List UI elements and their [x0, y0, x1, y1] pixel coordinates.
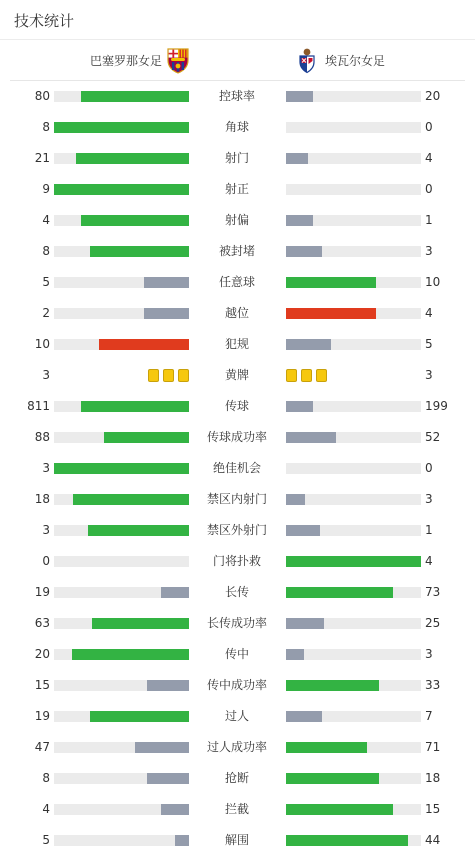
away-stat-bar	[286, 246, 322, 257]
away-stat-bar	[286, 649, 304, 660]
away-stat-bar-track	[286, 835, 421, 846]
away-stat-bar	[286, 494, 305, 505]
home-stat-bar-track	[54, 401, 189, 412]
away-stat-bar	[286, 556, 421, 567]
home-stat-value: 3	[42, 523, 50, 537]
stat-label: 黄牌	[224, 368, 249, 382]
home-stat-value: 0	[42, 554, 50, 568]
home-stat-value: 80	[34, 89, 50, 103]
stat-row	[0, 670, 475, 701]
yellow-card-icon	[286, 369, 297, 382]
stat-row	[0, 515, 475, 546]
home-stat-value: 2	[42, 306, 50, 320]
away-stat-bar-track	[286, 215, 421, 226]
stats-header	[0, 0, 475, 40]
away-stat-value: 15	[425, 802, 441, 816]
home-stat-bar	[72, 649, 189, 660]
away-stat-bar-track	[286, 463, 421, 474]
home-stat-value: 20	[34, 647, 50, 661]
home-stat-bar	[90, 711, 189, 722]
home-stat-value: 15	[34, 678, 50, 692]
away-stat-value: 52	[425, 430, 441, 444]
yellow-card-icon	[148, 369, 159, 382]
stat-label: 控球率	[218, 89, 255, 103]
away-stat-value: 199	[425, 399, 448, 413]
away-stat-bar-track	[286, 649, 421, 660]
home-stat-bar-track	[54, 277, 189, 288]
stat-row	[0, 205, 475, 236]
stat-label: 任意球	[218, 275, 255, 289]
away-stat-bar-track	[286, 122, 421, 133]
stat-row	[0, 639, 475, 670]
away-stat-value: 1	[425, 213, 433, 227]
stat-label: 门将扑救	[212, 554, 261, 568]
stat-row	[0, 701, 475, 732]
page-title: 技术统计	[14, 12, 75, 30]
home-stat-bar	[147, 680, 189, 691]
home-stat-value: 4	[42, 213, 50, 227]
stat-label: 绝佳机会	[212, 461, 261, 475]
stat-row	[0, 236, 475, 267]
away-team-name: 埃瓦尔女足	[325, 54, 386, 68]
home-stat-value: 4	[42, 802, 50, 816]
home-stat-bar-track	[54, 525, 189, 536]
away-stat-value: 1	[425, 523, 433, 537]
away-stat-bar	[286, 215, 313, 226]
away-stat-bar-track	[286, 432, 421, 443]
away-stat-value: 44	[425, 833, 441, 847]
away-stat-bar	[286, 277, 376, 288]
home-stat-value: 3	[42, 368, 50, 382]
home-stat-bar-track	[54, 308, 189, 319]
away-stat-bar	[286, 742, 367, 753]
home-team-name: 巴塞罗那女足	[89, 54, 162, 68]
home-stat-bar-track	[54, 680, 189, 691]
away-team[interactable]	[295, 40, 385, 81]
stat-row	[0, 391, 475, 422]
home-stat-bar	[81, 215, 189, 226]
away-stat-bar-track	[286, 339, 421, 350]
barcelona-crest-icon	[166, 48, 190, 74]
stat-label: 拦截	[224, 802, 249, 816]
stat-label: 犯规	[224, 337, 249, 351]
away-stat-value: 71	[425, 740, 441, 754]
home-stat-value: 8	[42, 120, 50, 134]
home-stat-value: 5	[42, 275, 50, 289]
home-stat-bar-track	[54, 556, 189, 567]
home-stat-bar	[99, 339, 189, 350]
away-stat-bar-track	[286, 556, 421, 567]
away-stat-bar	[286, 308, 376, 319]
home-stat-bar-track	[54, 122, 189, 133]
home-stat-value: 5	[42, 833, 50, 847]
home-stat-value: 19	[34, 585, 50, 599]
away-stat-bar	[286, 525, 320, 536]
stat-label: 射门	[224, 151, 249, 165]
home-stat-value: 88	[34, 430, 50, 444]
home-stat-bar	[135, 742, 189, 753]
away-stat-value: 5	[425, 337, 433, 351]
away-stat-bar-track	[286, 494, 421, 505]
home-stat-bar	[81, 91, 189, 102]
stat-label: 角球	[224, 120, 249, 134]
away-stat-value: 18	[425, 771, 441, 785]
away-stat-bar	[286, 835, 408, 846]
home-stat-value: 47	[34, 740, 50, 754]
away-stat-value: 33	[425, 678, 441, 692]
away-stat-value: 3	[425, 492, 433, 506]
stat-row	[0, 267, 475, 298]
away-stat-bar	[286, 401, 313, 412]
home-team[interactable]	[90, 40, 190, 81]
away-stat-bar-track	[286, 91, 421, 102]
stat-label: 传球	[224, 399, 249, 413]
home-stat-bar-track	[54, 215, 189, 226]
home-stat-bar	[88, 525, 189, 536]
away-stat-value: 73	[425, 585, 441, 599]
home-stat-bar-track	[54, 339, 189, 350]
stats-list	[0, 81, 475, 856]
away-stat-bar	[286, 587, 393, 598]
stat-label: 过人	[224, 709, 249, 723]
away-stat-value: 7	[425, 709, 433, 723]
away-stat-value: 3	[425, 647, 433, 661]
home-stat-bar	[144, 277, 189, 288]
away-stat-bar	[286, 618, 324, 629]
home-stat-bar	[175, 835, 189, 846]
away-stat-value: 3	[425, 368, 433, 382]
home-stat-value: 10	[34, 337, 50, 351]
home-stat-bar-track	[54, 494, 189, 505]
home-stat-bar	[144, 308, 189, 319]
stat-label: 禁区内射门	[206, 492, 267, 506]
stat-row	[0, 112, 475, 143]
home-stat-bar-track	[54, 649, 189, 660]
away-stat-bar-track	[286, 773, 421, 784]
home-stat-value: 19	[34, 709, 50, 723]
away-stat-value: 0	[425, 461, 433, 475]
stat-row	[0, 608, 475, 639]
home-yellow-cards	[148, 369, 189, 382]
away-yellow-cards	[286, 369, 327, 382]
home-stat-bar-track	[54, 835, 189, 846]
away-stat-value: 20	[425, 89, 441, 103]
stat-label: 传球成功率	[206, 430, 267, 444]
stat-row	[0, 453, 475, 484]
home-stat-bar	[54, 184, 189, 195]
away-stat-bar-track	[286, 246, 421, 257]
home-stat-bar-track	[54, 184, 189, 195]
home-stat-bar-track	[54, 587, 189, 598]
away-stat-value: 0	[425, 182, 433, 196]
home-stat-bar	[161, 804, 189, 815]
home-stat-bar-track	[54, 711, 189, 722]
away-stat-value: 4	[425, 554, 433, 568]
home-stat-value: 8	[42, 771, 50, 785]
away-stat-bar-track	[286, 525, 421, 536]
stat-row	[0, 825, 475, 856]
stat-label: 抢断	[224, 771, 249, 785]
home-stat-value: 811	[27, 399, 50, 413]
home-stat-bar-track	[54, 153, 189, 164]
stat-row	[0, 360, 475, 391]
stat-label: 长传成功率	[206, 616, 267, 630]
stat-label: 射正	[224, 182, 249, 196]
stat-row	[0, 298, 475, 329]
eibar-crest-icon	[295, 48, 319, 74]
home-stat-bar-track	[54, 463, 189, 474]
away-stat-bar	[286, 339, 331, 350]
away-stat-bar-track	[286, 618, 421, 629]
stat-label: 禁区外射门	[206, 523, 267, 537]
away-stat-bar-track	[286, 308, 421, 319]
home-stat-bar	[73, 494, 189, 505]
stat-label: 传中	[224, 647, 249, 661]
away-stat-bar-track	[286, 184, 421, 195]
away-stat-bar	[286, 91, 313, 102]
home-stat-value: 63	[34, 616, 50, 630]
home-stat-bar	[147, 773, 189, 784]
stat-row	[0, 174, 475, 205]
yellow-card-icon	[301, 369, 312, 382]
stat-row	[0, 763, 475, 794]
away-stat-bar	[286, 680, 379, 691]
home-stat-bar	[92, 618, 189, 629]
home-stat-bar-track	[54, 742, 189, 753]
stat-row	[0, 143, 475, 174]
stat-label: 解围	[224, 833, 249, 847]
home-stat-bar	[161, 587, 189, 598]
away-stat-bar-track	[286, 587, 421, 598]
home-stat-bar-track	[54, 773, 189, 784]
away-stat-bar	[286, 432, 336, 443]
away-stat-bar	[286, 804, 393, 815]
away-stat-bar-track	[286, 711, 421, 722]
home-stat-bar-track	[54, 804, 189, 815]
stat-row	[0, 81, 475, 112]
away-stat-bar-track	[286, 804, 421, 815]
home-stat-bar	[54, 122, 189, 133]
away-stat-bar-track	[286, 153, 421, 164]
home-stat-bar	[54, 463, 189, 474]
stat-row	[0, 577, 475, 608]
stat-label: 越位	[224, 306, 249, 320]
away-stat-value: 10	[425, 275, 441, 289]
away-stat-value: 25	[425, 616, 441, 630]
home-stat-value: 18	[34, 492, 50, 506]
away-stat-value: 4	[425, 151, 433, 165]
home-stat-value: 8	[42, 244, 50, 258]
home-stat-value: 9	[42, 182, 50, 196]
away-stat-bar	[286, 711, 322, 722]
home-stat-bar-track	[54, 91, 189, 102]
home-stat-value: 21	[34, 151, 50, 165]
away-stat-bar	[286, 153, 308, 164]
away-stat-bar-track	[286, 277, 421, 288]
yellow-card-icon	[178, 369, 189, 382]
stat-row	[0, 794, 475, 825]
stat-row	[0, 484, 475, 515]
home-stat-bar	[104, 432, 189, 443]
home-stat-bar-track	[54, 246, 189, 257]
away-stat-bar-track	[286, 401, 421, 412]
home-stat-bar-track	[54, 618, 189, 629]
home-stat-value: 3	[42, 461, 50, 475]
away-stat-value: 0	[425, 120, 433, 134]
teams-row	[10, 40, 465, 81]
away-stat-bar-track	[286, 742, 421, 753]
yellow-card-icon	[316, 369, 327, 382]
stat-label: 长传	[224, 585, 249, 599]
away-stat-bar-track	[286, 680, 421, 691]
home-stat-bar	[90, 246, 189, 257]
stat-row	[0, 422, 475, 453]
stat-label: 过人成功率	[206, 740, 267, 754]
stat-row	[0, 732, 475, 763]
away-stat-bar	[286, 773, 379, 784]
home-stat-bar	[81, 401, 189, 412]
home-stat-bar	[76, 153, 189, 164]
yellow-card-icon	[163, 369, 174, 382]
stat-label: 被封堵	[218, 244, 255, 258]
stat-row	[0, 329, 475, 360]
away-stat-value: 3	[425, 244, 433, 258]
stat-row	[0, 546, 475, 577]
away-stat-value: 4	[425, 306, 433, 320]
home-stat-bar-track	[54, 432, 189, 443]
stat-label: 射偏	[224, 213, 249, 227]
stat-label: 传中成功率	[206, 678, 267, 692]
